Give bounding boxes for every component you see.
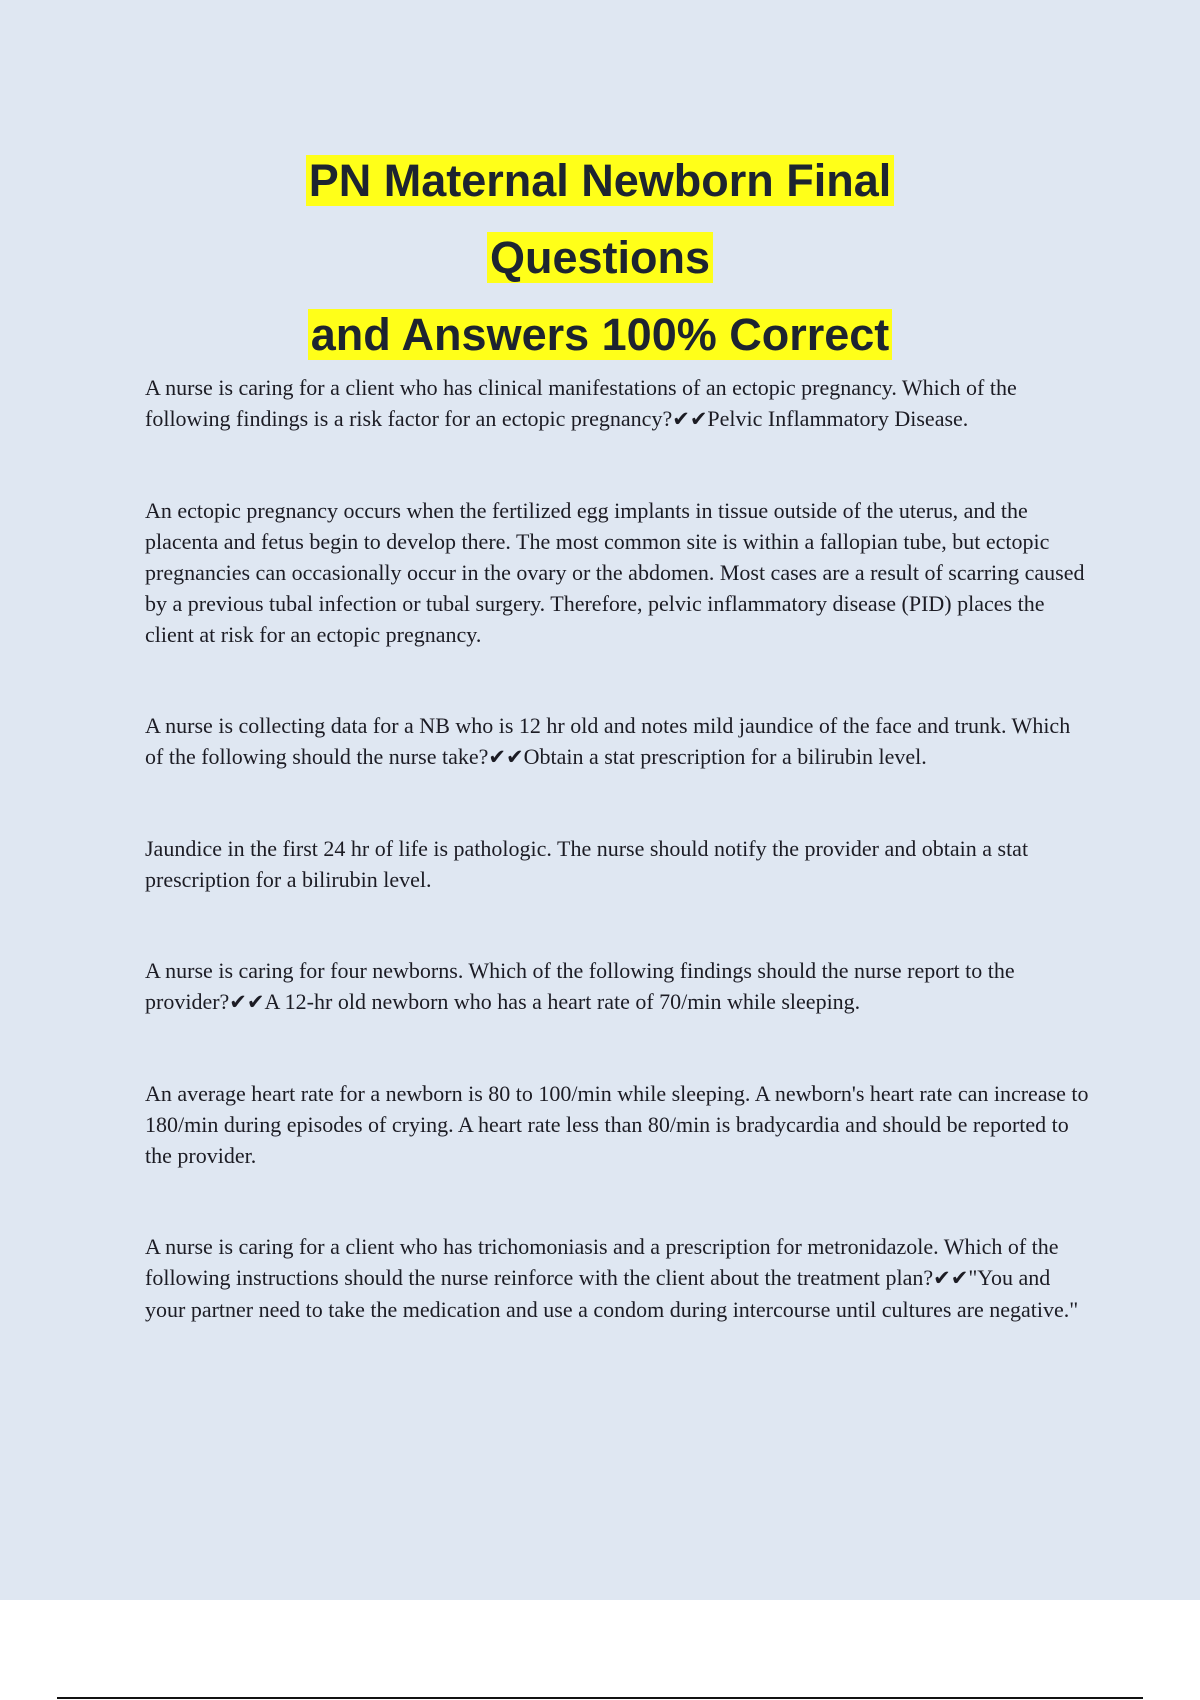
answer-text: Obtain a stat prescription for a bilirubin level. [523, 744, 927, 769]
question-text: A nurse is caring for a client who has clinical manifestations of an ectopic pregnancy. Which of the following findings is a risk factor for an ectopic pregnancy? [145, 375, 1017, 431]
explanation-paragraph: Jaundice in the first 24 hr of life is pathologic. The nurse should notify the provider and obtain a stat prescription for a bilirubin level. [145, 836, 1029, 892]
question-text: A nurse is caring for a client who has trichomoniasis and a prescription for metronidazole. Which of the following instructions should the nurse reinforce with the client about the treatment plan? [145, 1234, 1059, 1290]
title-line [0, 296, 1200, 373]
title-line-text: and Answers 100% Correct [308, 309, 893, 360]
explanation-paragraph: An average heart rate for a newborn is 80 to 100/min while sleeping. A newborn's heart rate can increase to 180/min during episodes of crying. A heart rate less than 80/min is bradycardia and should be reported to the provider. [145, 1081, 1089, 1168]
answer-text: A 12-hr old newborn who has a heart rate of 70/min while sleeping. [264, 989, 861, 1014]
answer-text: "You and your partner need to take the medication and use a condom during intercourse until cultures are negative." [145, 1265, 1079, 1322]
qa-content [145, 372, 1090, 1385]
double-check-icon: ✔✔ [672, 407, 708, 431]
footer-divider [57, 1697, 1143, 1699]
double-check-icon: ✔✔ [229, 990, 265, 1014]
document-title [0, 142, 1200, 373]
question-paragraph [145, 710, 1090, 773]
title-line-text: PN Maternal Newborn Final [306, 155, 895, 206]
question-paragraph [145, 1231, 1090, 1325]
question-paragraph [145, 372, 1090, 435]
title-line [0, 219, 1200, 296]
title-line-text: Questions [487, 232, 713, 283]
question-paragraph [145, 955, 1090, 1018]
double-check-icon: ✔✔ [488, 745, 524, 769]
question-text: A nurse is caring for four newborns. Which of the following findings should the nurse report to the provider? [145, 958, 1015, 1014]
answer-text: Pelvic Inflammatory Disease. [707, 406, 969, 431]
title-line [0, 142, 1200, 219]
question-text: A nurse is collecting data for a NB who is 12 hr old and notes mild jaundice of the face and trunk. Which of the following should the nurse take? [145, 713, 1071, 769]
explanation-paragraph: An ectopic pregnancy occurs when the fertilized egg implants in tissue outside of the uterus, and the placenta and fetus begin to develop there. The most common site is within a fallopian tube, but ectopic pregnancies can occasionally occur in the ovary or the abdomen. Most cases are a result of scarring caused by a previous tubal infection or tubal surgery. Therefore, pelvic inflammatory disease (PID) places the client at risk for an ectopic pregnancy. [145, 498, 1085, 647]
double-check-icon: ✔✔ [933, 1266, 969, 1290]
